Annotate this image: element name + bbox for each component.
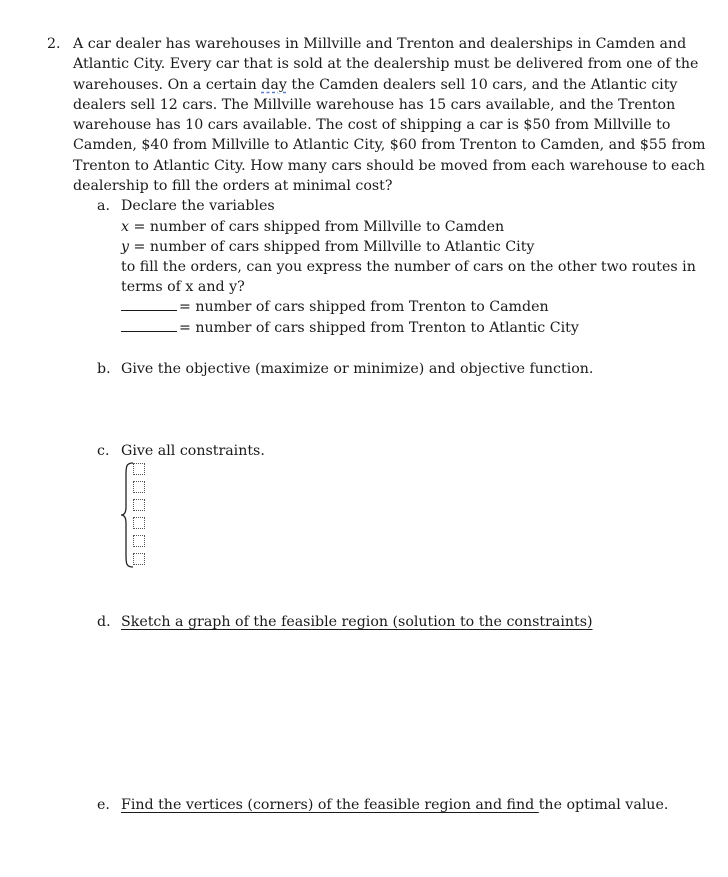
y-definition: y = number of cars shipped from Millville to Atlantic City bbox=[121, 239, 535, 255]
statement-line: dealers sell 12 cars. The Millville warehouse has 15 cars available, and the Trenton bbox=[73, 96, 676, 113]
statement-line: Trenton to Atlantic City. How many cars should be moved from each warehouse to each bbox=[73, 157, 705, 174]
y-variable: y bbox=[121, 239, 130, 255]
part-a-heading: Declare the variables bbox=[121, 198, 275, 214]
constraint-placeholder[interactable] bbox=[133, 463, 145, 475]
statement-line: warehouses. On a certain day the Camden dealers sell 10 cars, and the Atlantic city bbox=[73, 76, 678, 93]
part-a-label: a. bbox=[97, 198, 110, 214]
constraint-placeholder[interactable] bbox=[133, 499, 145, 511]
blank-definition-1: = number of cars shipped from Trenton to Camden bbox=[121, 297, 549, 317]
part-b-text: Give the objective (maximize or minimize) and objective function. bbox=[121, 361, 594, 377]
statement-line: A car dealer has warehouses in Millville and Trenton and dealerships in Camden and bbox=[73, 36, 687, 52]
answer-blank[interactable] bbox=[121, 298, 177, 311]
part-c-text: Give all constraints. bbox=[121, 443, 265, 459]
constraint-placeholder[interactable] bbox=[133, 553, 145, 565]
part-e-text: Find the vertices (corners) of the feasible region and find the optimal value. bbox=[121, 797, 669, 813]
part-e-label: e. bbox=[97, 797, 110, 813]
problem-number: 2. bbox=[47, 36, 61, 52]
constraint-placeholder[interactable] bbox=[133, 517, 145, 529]
constraint-placeholder[interactable] bbox=[133, 481, 145, 493]
part-b-label: b. bbox=[97, 361, 111, 377]
statement-line: warehouse has 10 cars available. The cost of shipping a car is $50 from Millville to bbox=[73, 117, 671, 134]
part-d-label: d. bbox=[97, 614, 111, 630]
blank-definition-2: = number of cars shipped from Trenton to Atlantic City bbox=[121, 318, 579, 338]
part-d-text: Sketch a graph of the feasible region (solution to the constraints) bbox=[121, 614, 593, 630]
express-question-line1: to fill the orders, can you express the number of cars on the other two routes in bbox=[121, 259, 696, 275]
x-variable: x bbox=[121, 219, 130, 235]
statement-line: Camden, $40 from Millville to Atlantic City, $60 from Trenton to Camden, and $55 from bbox=[73, 137, 706, 154]
part-c-label: c. bbox=[97, 443, 110, 459]
constraint-placeholder[interactable] bbox=[133, 535, 145, 547]
statement-line: dealership to fill the orders at minimal cost? bbox=[73, 178, 393, 195]
answer-blank[interactable] bbox=[121, 319, 177, 332]
x-definition: x = number of cars shipped from Millville to Camden bbox=[121, 219, 505, 235]
problem-statement bbox=[73, 34, 706, 196]
statement-line: Atlantic City. Every car that is sold at the dealership must be delivered from one of the bbox=[73, 56, 699, 73]
spellcheck-word: day bbox=[261, 76, 287, 93]
express-question-line2: terms of x and y? bbox=[121, 279, 245, 295]
